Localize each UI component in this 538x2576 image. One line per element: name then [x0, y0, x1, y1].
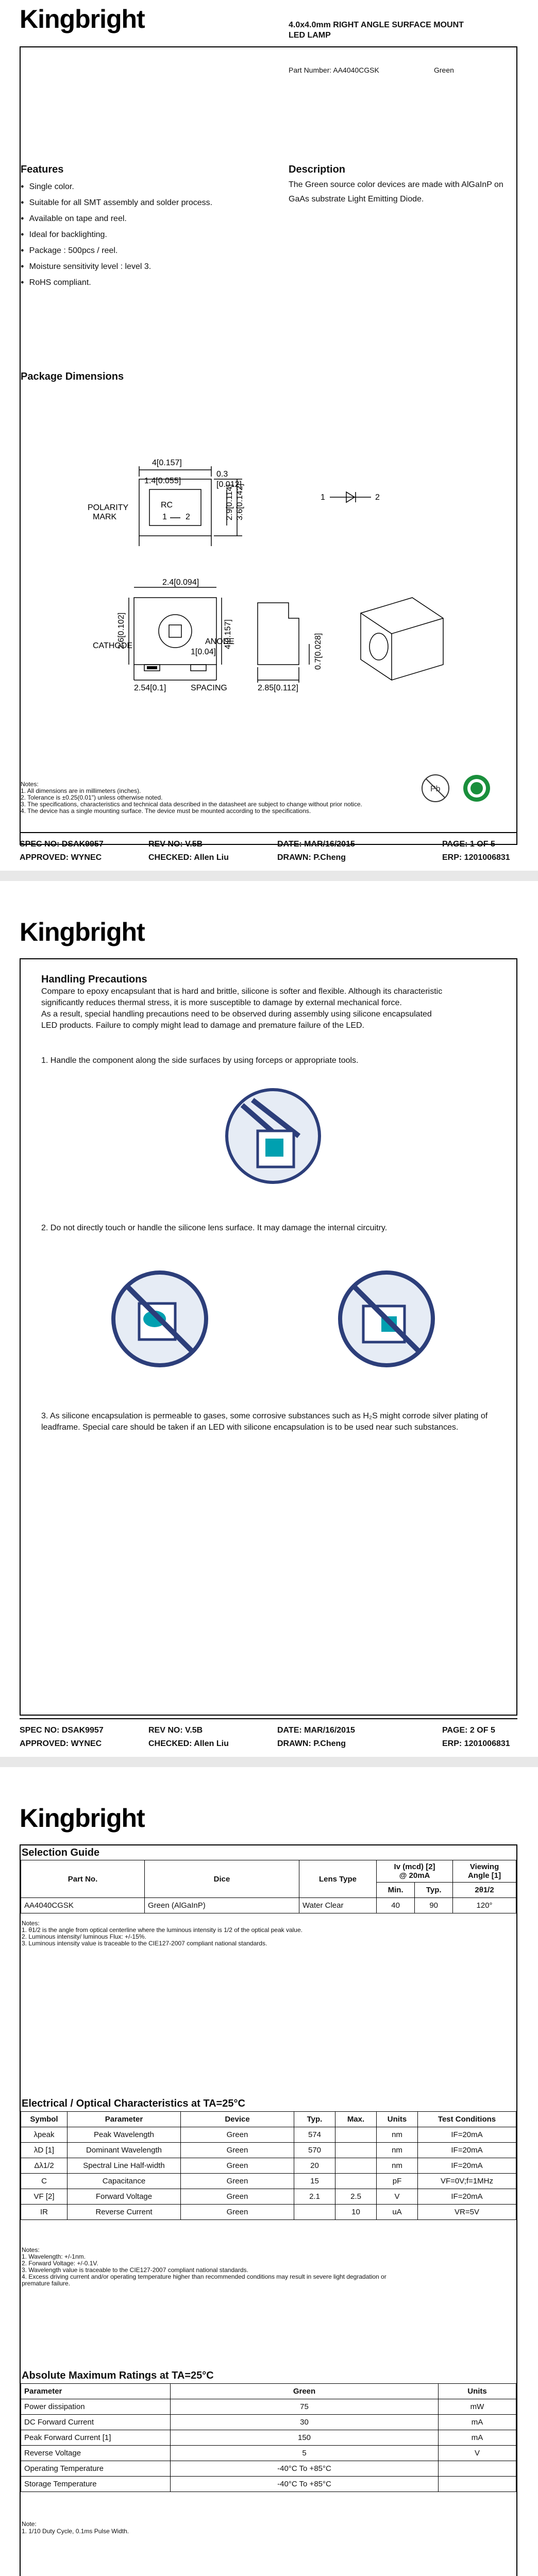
handling-step-1: 1. Handle the component along the side surfaces by using forceps or appropriate tools.: [41, 1056, 359, 1065]
cell: Dominant Wavelength: [68, 2143, 181, 2158]
cell: [335, 2158, 377, 2174]
col-lens-type: Lens Type: [299, 1860, 377, 1898]
cell: 2.5: [335, 2189, 377, 2205]
spec-no: SPEC NO: DSAK9957: [20, 840, 104, 849]
rc-marking: RC: [161, 501, 173, 510]
table-row: [21, 2477, 516, 2492]
cell: 20: [294, 2158, 335, 2174]
description-heading: Description: [289, 164, 346, 175]
footer-rule: [20, 1718, 517, 1719]
cell: [439, 2461, 516, 2477]
col-parameter: Parameter: [68, 2112, 181, 2127]
dim-body-height: 2.9[0.114]: [225, 484, 234, 520]
cell: mW: [439, 2399, 516, 2415]
table-row: [21, 2143, 516, 2158]
dim-front-height: 2.6[0.102]: [117, 612, 126, 649]
cell: mA: [439, 2415, 516, 2430]
page-2-frame: [20, 958, 517, 1716]
anode-label: ANODE: [205, 637, 234, 646]
package-note-0: Notes:: [21, 781, 39, 788]
cell: IR: [21, 2205, 68, 2220]
cell: nm: [377, 2143, 418, 2158]
dim-front-side: 4[0.157]: [224, 619, 232, 649]
rohs-icon: [461, 773, 492, 804]
feature-item: ● Single color.: [21, 179, 212, 195]
handling-intro-1: significantly reduces thermal stress, it is more susceptible to damage by external mechanical force.: [41, 998, 402, 1007]
cell: [335, 2174, 377, 2189]
cell: Green: [181, 2143, 294, 2158]
page-3: [0, 1767, 538, 2576]
dim-side-lead: 0.7[0.028]: [314, 633, 323, 670]
cell: VR=5V: [418, 2205, 516, 2220]
col-viewing-angle: [453, 1860, 516, 1883]
dim-lead: 0.3: [216, 470, 228, 479]
cell: -40°C To +85°C: [171, 2461, 439, 2477]
cell: [439, 2477, 516, 2492]
erp-number: ERP: 1201006831: [442, 1739, 510, 1748]
description-line2: GaAs substrate Light Emitting Diode.: [289, 195, 424, 204]
table-row: [21, 2127, 516, 2143]
cell: 5: [171, 2446, 439, 2461]
page-2-footer: [20, 1726, 517, 1753]
col-half-angle: 2θ1/2: [453, 1883, 516, 1898]
electrical-note-5: premature failure.: [22, 2280, 71, 2287]
cell: Δλ1/2: [21, 2158, 68, 2174]
col-typ: Typ.: [415, 1883, 453, 1898]
view-header-2: Angle [1]: [467, 1871, 501, 1880]
cell: IF=20mA: [418, 2143, 516, 2158]
kingbright-logo: Kingbright: [20, 5, 145, 33]
rev-no: REV NO: V.5B: [148, 1726, 203, 1735]
table-row: [21, 2446, 516, 2461]
absolute-note-1: 1. 1/10 Duty Cycle, 0.1ms Pulse Width.: [22, 2528, 129, 2535]
cell: -40°C To +85°C: [171, 2477, 439, 2492]
spec-no: SPEC NO: DSAK9957: [20, 1726, 104, 1735]
cell: Operating Temperature: [21, 2461, 171, 2477]
cell: uA: [377, 2205, 418, 2220]
handling-step-2: 2. Do not directly touch or handle the silicone lens surface. It may damage the internal circuitry.: [41, 1224, 388, 1232]
table-row: [21, 2415, 516, 2430]
col-iv: [377, 1860, 453, 1883]
col-dice: Dice: [145, 1860, 299, 1898]
checked-by: CHECKED: Allen Liu: [148, 1739, 229, 1748]
absolute-note-0: Note:: [22, 2520, 37, 2528]
package-heading: Package Dimensions: [21, 371, 124, 382]
cell: V: [439, 2446, 516, 2461]
dim-front-width: 2.4[0.094]: [162, 578, 199, 587]
col-units: Units: [439, 2384, 516, 2399]
footer-rule: [20, 832, 517, 833]
electrical-note-2: 2. Forward Voltage: +/-0.1V.: [22, 2260, 98, 2267]
forceps-handling-illustration: [222, 1084, 325, 1188]
col-device: Device: [181, 2112, 294, 2127]
features-heading: Features: [21, 164, 64, 175]
dim-gap: 1[0.04]: [191, 648, 216, 656]
page-separator: [0, 1757, 538, 1767]
svg-text:Pb: Pb: [430, 785, 441, 793]
absolute-ratings-table: [21, 2383, 516, 2492]
handling-step-3-line2: leadframe. Special care should be taken if an LED with silicone encapsulation is to be used near such substances.: [41, 1423, 459, 1432]
handling-intro-0: Compare to epoxy encapsulant that is hard and brittle, silicone is softer and flexible. Although its characteristic: [41, 987, 443, 996]
feature-item: ● Ideal for backlighting.: [21, 227, 212, 243]
cell: mA: [439, 2430, 516, 2446]
cell: Green: [181, 2158, 294, 2174]
cell: pF: [377, 2174, 418, 2189]
page-2: [0, 881, 538, 1757]
drawn-by: DRAWN: P.Cheng: [277, 1739, 346, 1748]
col-part-no: Part No.: [21, 1860, 145, 1898]
selection-heading: Selection Guide: [22, 1847, 100, 1858]
cell: 75: [171, 2399, 439, 2415]
checked-by: CHECKED: Allen Liu: [148, 853, 229, 862]
package-note-2: 2. Tolerance is ±0.25(0.01") unless otherwise noted.: [21, 794, 163, 801]
table-row: [21, 2174, 516, 2189]
page-separator: [0, 871, 538, 881]
doc-date: DATE: MAR/16/2015: [277, 1726, 355, 1735]
cell: AA4040CGSK: [21, 1898, 145, 1913]
rev-no: REV NO: V.5B: [148, 840, 203, 849]
part-number: Part Number: AA4040CGSK: [289, 66, 379, 74]
col-units: Units: [377, 2112, 418, 2127]
electrical-note-0: Notes:: [22, 2246, 40, 2253]
cell: nm: [377, 2158, 418, 2174]
cell: IF=20mA: [418, 2189, 516, 2205]
page-1: [0, 0, 538, 871]
package-note-4: 4. The device has a single mounting surface. The device must be mounted according to the specifications.: [21, 807, 311, 815]
selection-note-1: 1. θ1/2 is the angle from optical centerline where the luminous intensity is 1/2 of the optical peak value.: [22, 1926, 302, 1934]
feature-item: ● Package : 500pcs / reel.: [21, 243, 212, 259]
package-dimensions-drawing: [0, 0, 538, 871]
pin-2-label: 2: [375, 493, 380, 502]
dim-lens-width: 1.4[0.055]: [144, 477, 181, 485]
polarity-label-1: POLARITY: [88, 503, 129, 512]
cell: Power dissipation: [21, 2399, 171, 2415]
doc-title-line1: 4.0x4.0mm RIGHT ANGLE SURFACE MOUNT: [289, 21, 464, 29]
cell: Reverse Voltage: [21, 2446, 171, 2461]
cell: λpeak: [21, 2127, 68, 2143]
cell: IF=20mA: [418, 2127, 516, 2143]
feature-item: ● Moisture sensitivity level : level 3.: [21, 259, 212, 275]
col-max: Max.: [335, 2112, 377, 2127]
cell: [294, 2205, 335, 2220]
absolute-heading: Absolute Maximum Ratings at TA=25°C: [22, 2370, 214, 2381]
description-line1: The Green source color devices are made with AlGaInP on: [289, 180, 503, 189]
doc-date: DATE: MAR/16/2015: [277, 840, 355, 849]
cell: 90: [415, 1898, 453, 1913]
cell: 570: [294, 2143, 335, 2158]
approved-by: APPROVED: WYNEC: [20, 1739, 102, 1748]
table-row: [21, 2189, 516, 2205]
electrical-note-4: 4. Excess driving current and/or operating temperature higher than recommended conditions may result in severe light degradation or: [22, 2273, 386, 2280]
page-number: PAGE: 2 OF 5: [442, 1726, 495, 1735]
kingbright-logo: Kingbright: [20, 918, 145, 946]
cell: λD [1]: [21, 2143, 68, 2158]
doc-title-line2: LED LAMP: [289, 31, 331, 40]
selection-note-0: Notes:: [22, 1920, 40, 1927]
table-row: [21, 2158, 516, 2174]
no-touch-lens-illustration-2: [335, 1267, 438, 1370]
page-1-footer: [20, 840, 517, 867]
handling-intro-2: As a result, special handling precautions need to be observed during assembly using silicone encapsulated: [41, 1010, 432, 1019]
dim-side-depth: 2.85[0.112]: [258, 684, 298, 692]
cell: [335, 2127, 377, 2143]
col-min: Min.: [377, 1883, 415, 1898]
drawn-by: DRAWN: P.Cheng: [277, 853, 346, 862]
cell: VF [2]: [21, 2189, 68, 2205]
part-color: Green: [434, 66, 454, 74]
col-parameter: Parameter: [21, 2384, 171, 2399]
iv-header-1: Iv (mcd) [2]: [394, 1862, 435, 1871]
approved-by: APPROVED: WYNEC: [20, 853, 102, 862]
table-row: [21, 2461, 516, 2477]
cell: Peak Forward Current [1]: [21, 2430, 171, 2446]
cell: 30: [171, 2415, 439, 2430]
cathode-label: CATHODE: [93, 641, 133, 650]
col-typ: Typ.: [294, 2112, 335, 2127]
pb-free-icon: [420, 773, 451, 804]
erp-number: ERP: 1201006831: [442, 853, 510, 862]
cell: Green (AlGaInP): [145, 1898, 299, 1913]
feature-item: ● RoHS compliant.: [21, 275, 212, 291]
cell: Capacitance: [68, 2174, 181, 2189]
table-row: [21, 2399, 516, 2415]
cell: Peak Wavelength: [68, 2127, 181, 2143]
table-row: [21, 1898, 516, 1913]
cell: Reverse Current: [68, 2205, 181, 2220]
package-note-3: 3. The specifications, characteristics and technical data described in the datasheet are subject to change without prior notice.: [21, 801, 362, 808]
cell: 120°: [453, 1898, 516, 1913]
cell: Green: [181, 2189, 294, 2205]
selection-note-2: 2. Luminous intensity/ luminous Flux: +/-15%.: [22, 1933, 146, 1940]
selection-note-3: 3. Luminous intensity value is traceable to the CIE127-2007 compliant national standards.: [22, 1940, 267, 1947]
spacing-label: SPACING: [191, 684, 227, 692]
dim-width: 4[0.157]: [152, 459, 182, 467]
polarity-label-2: MARK: [93, 513, 117, 521]
dim-spacing: 2.54[0.1]: [134, 684, 166, 692]
electrical-note-1: 1. Wavelength: +/-1nm.: [22, 2253, 86, 2260]
cell: 574: [294, 2127, 335, 2143]
col-test-conditions: Test Conditions: [418, 2112, 516, 2127]
electrical-heading: Electrical / Optical Characteristics at TA=25°C: [22, 2098, 245, 2109]
cell: Forward Voltage: [68, 2189, 181, 2205]
cell: nm: [377, 2127, 418, 2143]
cell: VF=0V;f=1MHz: [418, 2174, 516, 2189]
col-symbol: Symbol: [21, 2112, 68, 2127]
handling-step-3-line1: 3. As silicone encapsulation is permeable to gases, some corrosive substances such as H₂S might corrode silver plating of: [41, 1412, 488, 1420]
no-touch-lens-illustration-1: [108, 1267, 211, 1370]
cell: V: [377, 2189, 418, 2205]
view-header-1: Viewing: [469, 1862, 499, 1871]
iv-header-2: @ 20mA: [399, 1871, 430, 1880]
cell: Storage Temperature: [21, 2477, 171, 2492]
feature-item: ● Available on tape and reel.: [21, 211, 212, 227]
kingbright-logo: Kingbright: [20, 1804, 145, 1833]
dim-pad-2: 2: [186, 513, 190, 521]
electrical-table: [21, 2111, 516, 2220]
cell: 2.1: [294, 2189, 335, 2205]
cell: 10: [335, 2205, 377, 2220]
cell: 40: [377, 1898, 415, 1913]
pin-1-label: 1: [321, 493, 325, 502]
col-green: Green: [171, 2384, 439, 2399]
cell: 15: [294, 2174, 335, 2189]
handling-heading: Handling Precautions: [41, 974, 147, 985]
cell: Water Clear: [299, 1898, 377, 1913]
electrical-note-3: 3. Wavelength value is traceable to the CIE127-2007 compliant national standards.: [22, 2266, 248, 2274]
handling-intro-3: LED products. Failure to comply might lead to damage and premature failure of the LED.: [41, 1021, 364, 1030]
dim-lead-in: [0.012]: [216, 480, 242, 489]
cell: Green: [181, 2205, 294, 2220]
cell: C: [21, 2174, 68, 2189]
dim-pad-1: 1: [162, 513, 167, 521]
package-note-1: 1. All dimensions are in millimeters (inches).: [21, 787, 141, 794]
table-row: [21, 2205, 516, 2220]
page-number: PAGE: 1 OF 5: [442, 840, 495, 849]
cell: Green: [181, 2127, 294, 2143]
cell: 150: [171, 2430, 439, 2446]
cell: Green: [181, 2174, 294, 2189]
cell: Spectral Line Half-width: [68, 2158, 181, 2174]
dim-height: 3.6[0.142]: [236, 483, 244, 520]
cell: [335, 2143, 377, 2158]
selection-guide-table: [21, 1860, 516, 1913]
cell: DC Forward Current: [21, 2415, 171, 2430]
table-row: [21, 2430, 516, 2446]
feature-item: ● Suitable for all SMT assembly and solder process.: [21, 195, 212, 211]
cell: IF=20mA: [418, 2158, 516, 2174]
